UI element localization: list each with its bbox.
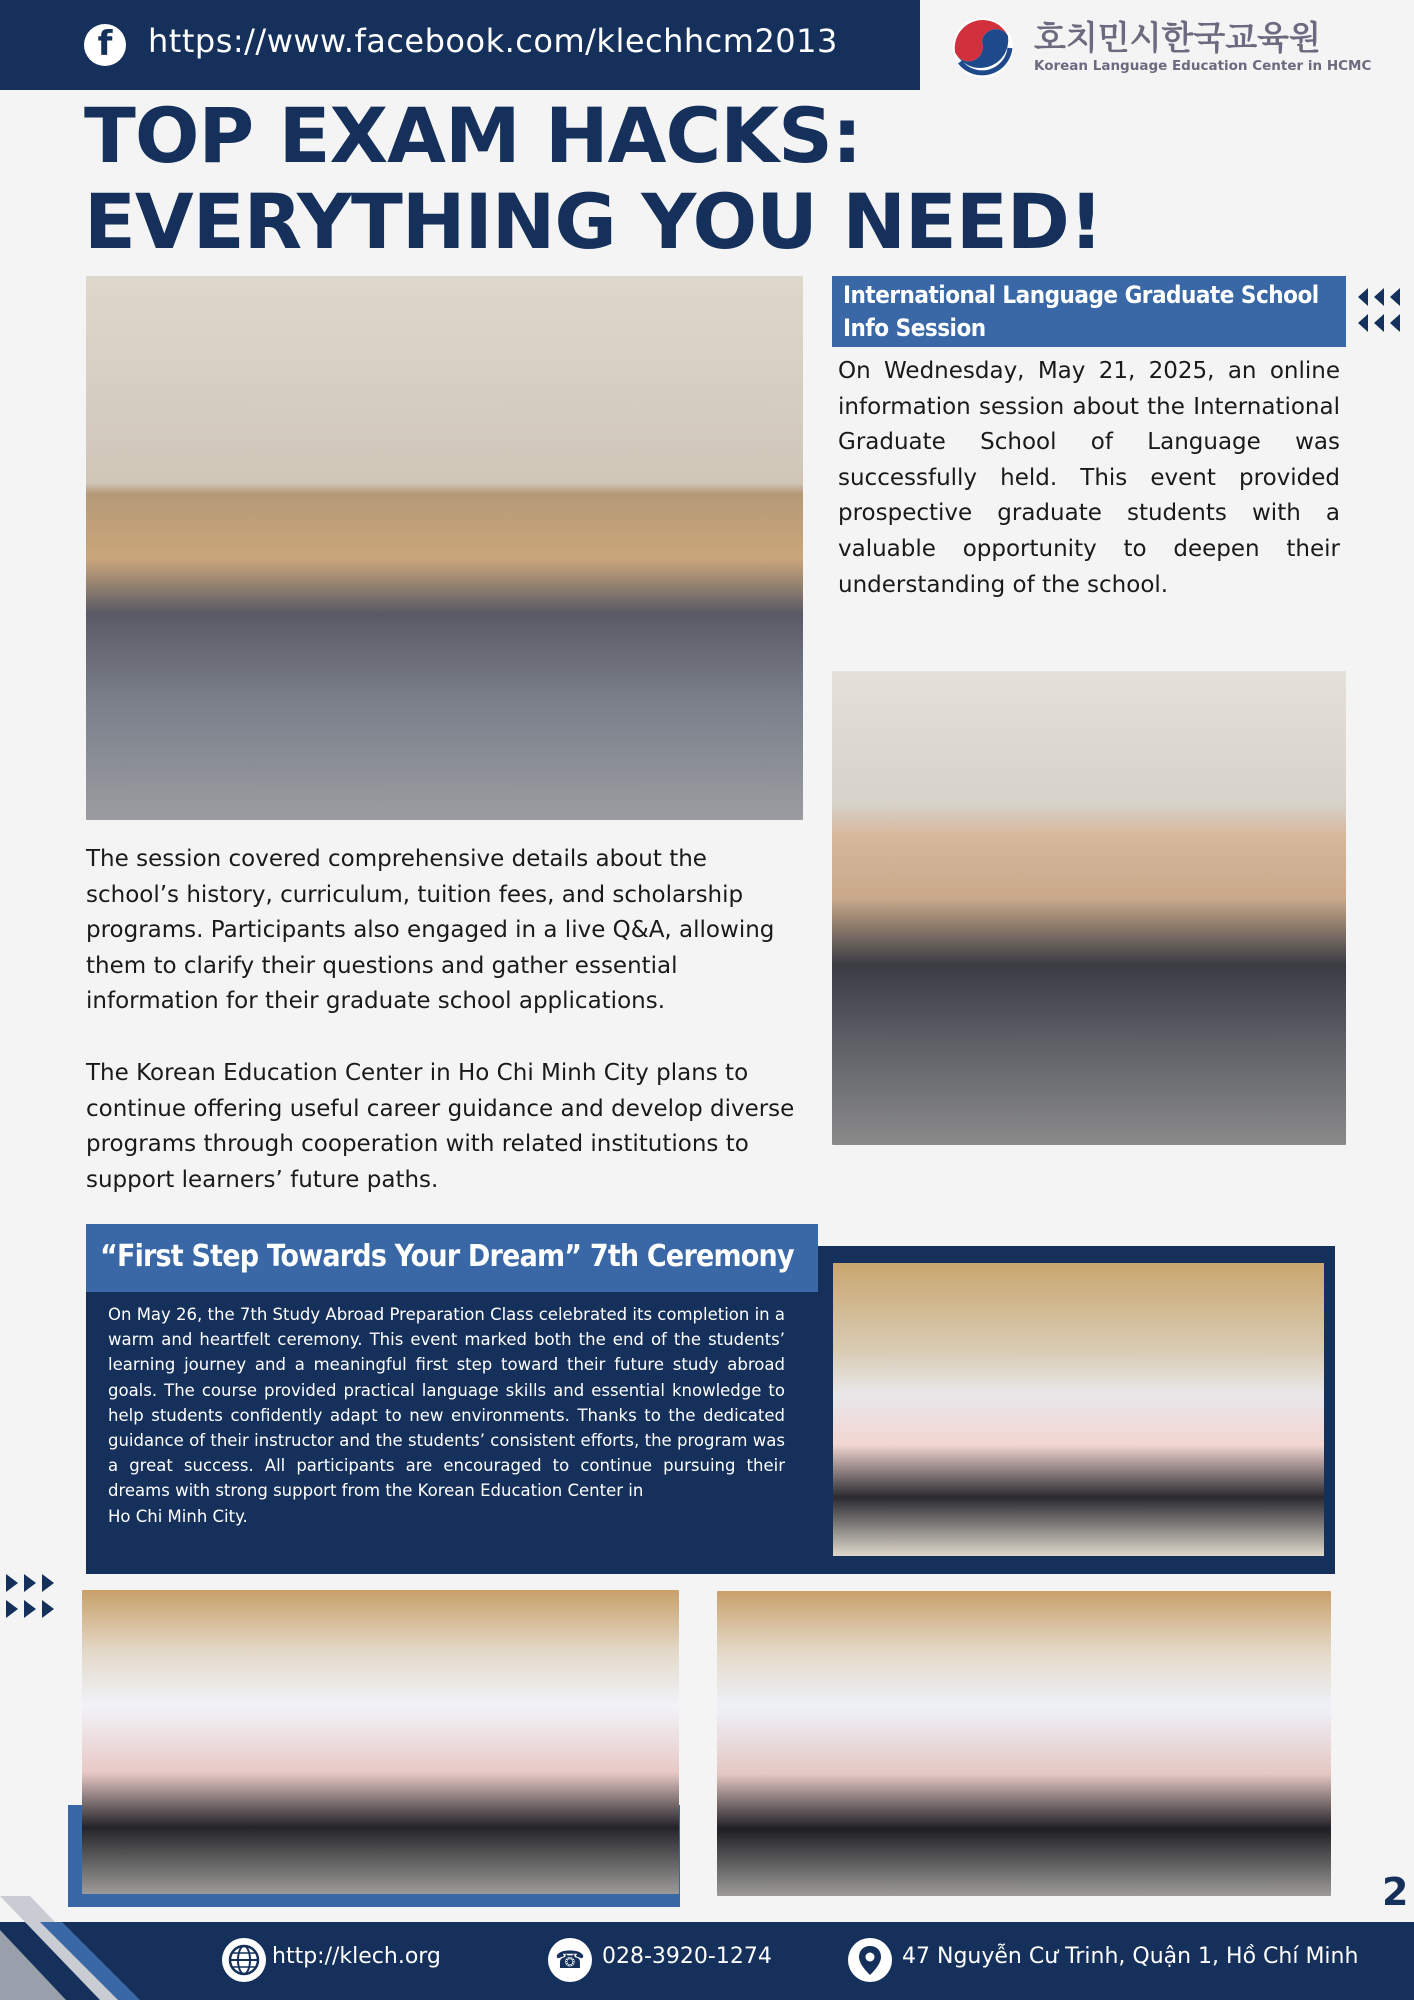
footer-diagonal-decoration [0,1896,160,2000]
page-title-line-1: TOP EXAM HACKS: [84,91,862,180]
photo-certificate-male-student [717,1591,1331,1896]
location-pin-icon [848,1938,892,1982]
facebook-link[interactable]: https://www.facebook.com/klechhcm2013 [148,22,838,60]
taegeuk-logo-icon [946,12,1020,84]
facebook-icon[interactable]: f [84,24,126,66]
footer-phone[interactable]: 028-3920-1274 [602,1944,772,1969]
logo-korean-name: 호치민시한국교육원 [1034,18,1321,57]
phone-icon: ☎ [548,1938,592,1982]
section2-body [108,1302,785,1529]
page-title-line-2: EVERYTHING YOU NEED! [84,177,1103,266]
chevron-arrows-icon [2,1572,64,1624]
group-photo-classroom [86,276,803,820]
footer-website-link[interactable]: http://klech.org [272,1944,441,1969]
section2-body-last-line: Ho Chi Minh City. [108,1506,248,1526]
section2-body-text: On May 26, the 7th Study Abroad Preparation Class celebrated its completion in a warm and heartfelt ceremony. This event marked both the end of the students’ learning journey and a meaningful first step toward their future study abroad goals. The course provided practical language skills and essential knowledge to help students confidently adapt to new environments. Thanks to the dedicated guidance of their instructor and the students’ consistent efforts, the program was a great success. All participants are encouraged to continue pursuing their dreams with strong support from the Korean Education Center in [108,1305,785,1501]
logo-english-name: Korean Language Education Center in HCMC [1034,58,1372,74]
section1-heading: International Language Graduate School Info Session [843,281,1319,342]
section1-intro-paragraph: On Wednesday, May 21, 2025, an online information session about the International Graduate School of Language was successfully held. This event provided prospective graduate students with a valuable opportunity to deepen their understanding of the school. [838,358,1340,598]
section2-heading: “First Step Towards Your Dream” 7th Ceremony [100,1239,794,1274]
globe-icon [222,1938,266,1982]
section1-details-paragraph: The session covered comprehensive details about the school’s history, curriculum, tuition fees, and scholarship programs. Participants also engaged in a live Q&A, allowing them to clarify their questions and gather essential information for their graduate school applications. [86,846,775,1015]
section1-closing-paragraph: The Korean Education Center in Ho Chi Minh City plans to continue offering useful career guidance and develop diverse programs through cooperation with related institutions to support learners’ future paths. [86,1060,795,1193]
page-number: 2 [1382,1870,1409,1914]
photo-audience-seated [832,671,1346,1145]
chevron-arrows-icon [1354,286,1410,336]
photo-certificate-female-student [82,1590,679,1894]
footer-address: 47 Nguyễn Cư Trinh, Quận 1, Hồ Chí Minh [902,1944,1359,1969]
photo-ceremony-group-frame [833,1263,1324,1556]
